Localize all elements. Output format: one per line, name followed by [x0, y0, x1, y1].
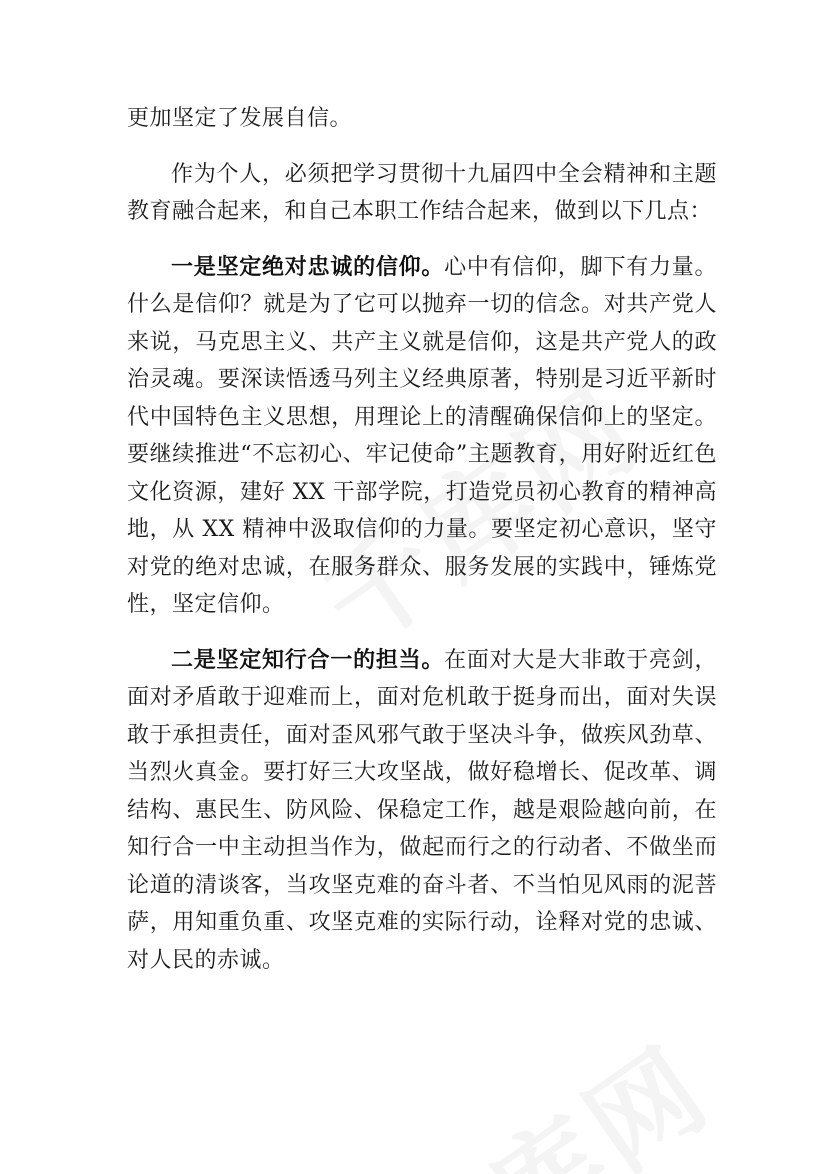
paragraph-text: 更加坚定了发展自信。	[127, 106, 353, 131]
paragraph-lead-heading: 一是坚定绝对忠诚的信仰。	[171, 254, 445, 280]
paragraph-point-two	[127, 642, 717, 980]
watermark-logo	[357, 1003, 738, 1174]
paragraph-text: 作为个人，必须把学习贯彻十九届四中全会精神和主题教育融合起来，和自己本职工作结合起来，做到以下几点：	[127, 161, 717, 224]
paragraph-text: 在面对大是大非敢于亮剑，面对矛盾敢于迎难而上，面对危机敢于挺身而出，面对失误敢于承担责任，面对歪风邪气敢于坚决斗争，做疾风劲草、当烈火真金。要打好三大攻坚战，做好稳增长、促改革、调结构、惠民生、防风险、保稳定工作，越是艰险越向前，在知行合一中主动担当作为，做起而行之的行动者、不做坐而论道的清谈客，当攻坚克难的奋斗者、不当怕见风雨的泥菩萨，用知重负重、攻坚克难的实际行动，诠释对党的忠诚、对人民的赤诚。	[127, 647, 717, 973]
paragraph-text: 心中有信仰，脚下有力量。什么是信仰？就是为了它可以抛弃一切的信念。对共产党人来说，马克思主义、共产主义就是信仰，这是共产党人的政治灵魂。要深读悟透马列主义经典原著，特别是习近平新时代中国特色主义思想，用理论上的清醒确保信仰上的坚定。要继续推进“不忘初心、牢记使命”主题教育，用好附近红色文化资源，建好 XX 干部学院，打造党员初心教育的精神高地，从 XX 精神中汲取信仰的力量。要坚定初心意识，坚守对党的绝对忠诚，在服务群众、服务发展的实践中，锤炼党性，坚定信仰。	[127, 254, 717, 617]
paragraph-continuation	[127, 100, 717, 138]
paragraph-intro	[127, 156, 717, 231]
document-body	[127, 100, 717, 979]
paragraph-lead-heading: 二是坚定知行合一的担当。	[171, 647, 445, 673]
paragraph-point-one	[127, 249, 717, 624]
